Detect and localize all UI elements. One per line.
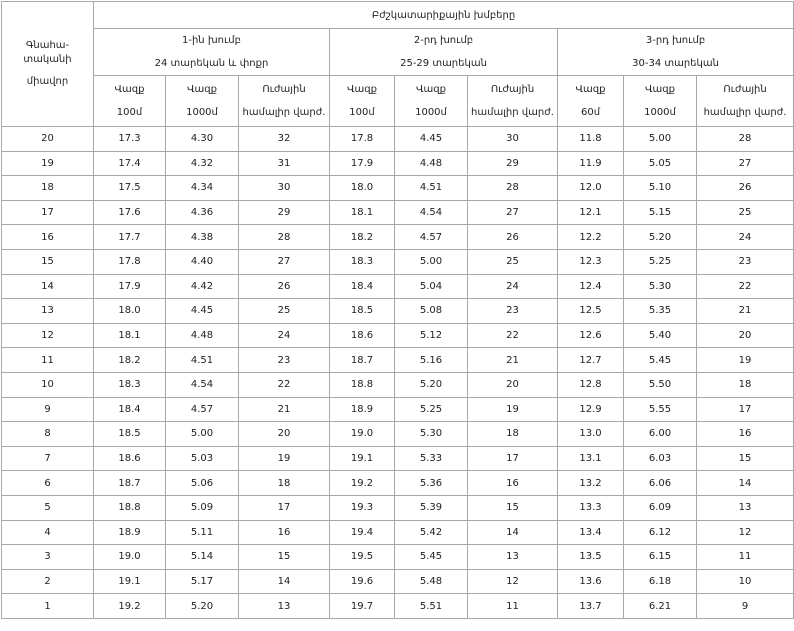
value-cell: 4.45 <box>166 299 239 324</box>
value-cell: 17 <box>468 446 558 471</box>
value-cell: 4.57 <box>395 225 468 250</box>
points-cell: 1 <box>2 594 94 619</box>
value-cell: 15 <box>239 545 330 570</box>
column-header-top: Վազք <box>575 84 606 95</box>
value-cell: 5.25 <box>624 249 697 274</box>
value-cell: 4.48 <box>166 323 239 348</box>
value-cell: 5.51 <box>395 594 468 619</box>
value-cell: 12.2 <box>558 225 624 250</box>
value-cell: 27 <box>468 200 558 225</box>
value-cell: 6.12 <box>624 520 697 545</box>
value-cell: 10 <box>697 569 794 594</box>
value-cell: 24 <box>239 323 330 348</box>
points-cell: 13 <box>2 299 94 324</box>
value-cell: 18.1 <box>94 323 166 348</box>
column-header-bottom: 1000մ <box>186 107 218 118</box>
points-cell: 11 <box>2 348 94 373</box>
value-cell: 21 <box>468 348 558 373</box>
value-cell: 5.25 <box>395 397 468 422</box>
value-cell: 30 <box>468 127 558 152</box>
points-label-line-1: Գնահա- <box>25 40 70 51</box>
group-2-age: 25-29 տարեկան <box>400 58 487 69</box>
value-cell: 9 <box>697 594 794 619</box>
value-cell: 18.9 <box>94 520 166 545</box>
value-cell: 4.54 <box>395 200 468 225</box>
table-row <box>2 127 794 152</box>
value-cell: 5.12 <box>395 323 468 348</box>
value-cell: 12.1 <box>558 200 624 225</box>
value-cell: 5.20 <box>395 372 468 397</box>
value-cell: 5.39 <box>395 495 468 520</box>
value-cell: 17.9 <box>94 274 166 299</box>
column-header-6 <box>468 76 558 127</box>
points-cell: 15 <box>2 249 94 274</box>
value-cell: 27 <box>697 151 794 176</box>
value-cell: 12.3 <box>558 249 624 274</box>
value-cell: 12.5 <box>558 299 624 324</box>
column-header-bottom: համալիր վարժ. <box>242 107 326 118</box>
value-cell: 18.2 <box>94 348 166 373</box>
value-cell: 19.5 <box>330 545 395 570</box>
value-cell: 18.4 <box>330 274 395 299</box>
column-header-bottom: 100մ <box>116 107 143 118</box>
column-header-top: Ուժային <box>490 84 535 95</box>
points-cell: 20 <box>2 127 94 152</box>
value-cell: 29 <box>468 151 558 176</box>
points-cell: 16 <box>2 225 94 250</box>
value-cell: 5.55 <box>624 397 697 422</box>
value-cell: 13.3 <box>558 495 624 520</box>
value-cell: 5.50 <box>624 372 697 397</box>
value-cell: 5.30 <box>624 274 697 299</box>
value-cell: 4.32 <box>166 151 239 176</box>
value-cell: 28 <box>468 176 558 201</box>
value-cell: 29 <box>239 200 330 225</box>
value-cell: 18.8 <box>330 372 395 397</box>
value-cell: 4.36 <box>166 200 239 225</box>
value-cell: 18.3 <box>330 249 395 274</box>
value-cell: 12.7 <box>558 348 624 373</box>
value-cell: 5.45 <box>395 545 468 570</box>
value-cell: 5.36 <box>395 471 468 496</box>
value-cell: 5.05 <box>624 151 697 176</box>
group-3-header <box>558 29 794 76</box>
table-row <box>2 495 794 520</box>
value-cell: 14 <box>697 471 794 496</box>
value-cell: 6.09 <box>624 495 697 520</box>
value-cell: 19 <box>697 348 794 373</box>
value-cell: 21 <box>239 397 330 422</box>
value-cell: 19.1 <box>330 446 395 471</box>
value-cell: 5.06 <box>166 471 239 496</box>
value-cell: 11.8 <box>558 127 624 152</box>
value-cell: 4.57 <box>166 397 239 422</box>
value-cell: 5.08 <box>395 299 468 324</box>
value-cell: 18.3 <box>94 372 166 397</box>
group-2-name: 2-րդ խումբ <box>413 35 474 46</box>
value-cell: 5.16 <box>395 348 468 373</box>
value-cell: 26 <box>468 225 558 250</box>
value-cell: 13.0 <box>558 422 624 447</box>
points-cell: 18 <box>2 176 94 201</box>
value-cell: 5.40 <box>624 323 697 348</box>
value-cell: 4.51 <box>395 176 468 201</box>
value-cell: 19.2 <box>94 594 166 619</box>
points-cell: 6 <box>2 471 94 496</box>
value-cell: 12.8 <box>558 372 624 397</box>
value-cell: 13.1 <box>558 446 624 471</box>
column-header-bottom: համալիր վարժ. <box>703 107 787 118</box>
column-header-3 <box>239 76 330 127</box>
value-cell: 31 <box>239 151 330 176</box>
column-header-row <box>2 76 794 127</box>
points-cell: 12 <box>2 323 94 348</box>
column-header-bottom: համալիր վարժ. <box>471 107 554 118</box>
column-header-bottom: 1000մ <box>415 107 447 118</box>
column-header-8 <box>624 76 697 127</box>
value-cell: 17 <box>239 495 330 520</box>
value-cell: 5.33 <box>395 446 468 471</box>
value-cell: 4.54 <box>166 372 239 397</box>
value-cell: 5.42 <box>395 520 468 545</box>
value-cell: 13 <box>468 545 558 570</box>
group-2-header <box>330 29 558 76</box>
table-row <box>2 569 794 594</box>
points-cell: 4 <box>2 520 94 545</box>
table-row <box>2 249 794 274</box>
table-row <box>2 225 794 250</box>
value-cell: 5.17 <box>166 569 239 594</box>
value-cell: 17.4 <box>94 151 166 176</box>
value-cell: 4.34 <box>166 176 239 201</box>
value-cell: 6.18 <box>624 569 697 594</box>
value-cell: 17.3 <box>94 127 166 152</box>
column-header-4 <box>330 76 395 127</box>
value-cell: 13 <box>239 594 330 619</box>
value-cell: 26 <box>239 274 330 299</box>
points-cell: 2 <box>2 569 94 594</box>
points-label-line-2: տականի <box>23 54 72 65</box>
value-cell: 23 <box>468 299 558 324</box>
value-cell: 13.2 <box>558 471 624 496</box>
value-cell: 24 <box>468 274 558 299</box>
points-label-line-3: միավոր <box>26 76 69 87</box>
value-cell: 13 <box>697 495 794 520</box>
points-cell: 7 <box>2 446 94 471</box>
value-cell: 19 <box>239 446 330 471</box>
value-cell: 20 <box>239 422 330 447</box>
groups-title: Բժշկատարիքային խմբերը <box>94 2 794 29</box>
value-cell: 6.15 <box>624 545 697 570</box>
column-header-7 <box>558 76 624 127</box>
column-header-top: Ուժային <box>262 84 306 95</box>
value-cell: 18.0 <box>330 176 395 201</box>
points-header-cell <box>2 2 94 127</box>
value-cell: 4.48 <box>395 151 468 176</box>
value-cell: 5.03 <box>166 446 239 471</box>
value-cell: 18.7 <box>94 471 166 496</box>
value-cell: 18.5 <box>330 299 395 324</box>
value-cell: 17.8 <box>330 127 395 152</box>
column-header-top: Վազք <box>416 84 446 95</box>
value-cell: 20 <box>697 323 794 348</box>
value-cell: 22 <box>239 372 330 397</box>
value-cell: 19.4 <box>330 520 395 545</box>
value-cell: 12.9 <box>558 397 624 422</box>
points-cell: 9 <box>2 397 94 422</box>
value-cell: 6.00 <box>624 422 697 447</box>
value-cell: 5.10 <box>624 176 697 201</box>
value-cell: 4.40 <box>166 249 239 274</box>
value-cell: 26 <box>697 176 794 201</box>
value-cell: 23 <box>697 249 794 274</box>
value-cell: 5.15 <box>624 200 697 225</box>
value-cell: 25 <box>239 299 330 324</box>
value-cell: 22 <box>468 323 558 348</box>
value-cell: 11.9 <box>558 151 624 176</box>
value-cell: 4.38 <box>166 225 239 250</box>
column-header-9 <box>697 76 794 127</box>
value-cell: 20 <box>468 372 558 397</box>
group-1-age: 24 տարեկան և փոքր <box>154 58 269 69</box>
column-header-top: Վազք <box>645 84 675 95</box>
value-cell: 28 <box>697 127 794 152</box>
value-cell: 5.00 <box>624 127 697 152</box>
value-cell: 13.6 <box>558 569 624 594</box>
value-cell: 5.48 <box>395 569 468 594</box>
column-header-bottom: 1000մ <box>644 107 676 118</box>
value-cell: 19.2 <box>330 471 395 496</box>
value-cell: 18.8 <box>94 495 166 520</box>
column-header-1 <box>94 76 166 127</box>
group-1-header <box>94 29 330 76</box>
table-row <box>2 397 794 422</box>
value-cell: 13.4 <box>558 520 624 545</box>
value-cell: 4.30 <box>166 127 239 152</box>
table-row <box>2 471 794 496</box>
table-row <box>2 545 794 570</box>
column-header-5 <box>395 76 468 127</box>
value-cell: 12.0 <box>558 176 624 201</box>
value-cell: 23 <box>239 348 330 373</box>
value-cell: 12 <box>697 520 794 545</box>
value-cell: 11 <box>697 545 794 570</box>
value-cell: 18.1 <box>330 200 395 225</box>
points-cell: 8 <box>2 422 94 447</box>
points-cell: 3 <box>2 545 94 570</box>
value-cell: 6.03 <box>624 446 697 471</box>
table-row <box>2 176 794 201</box>
value-cell: 18.6 <box>94 446 166 471</box>
table-row <box>2 520 794 545</box>
value-cell: 22 <box>697 274 794 299</box>
fitness-standards-table <box>1 1 794 619</box>
value-cell: 17.9 <box>330 151 395 176</box>
value-cell: 6.21 <box>624 594 697 619</box>
value-cell: 17.6 <box>94 200 166 225</box>
value-cell: 19.1 <box>94 569 166 594</box>
value-cell: 18.7 <box>330 348 395 373</box>
points-cell: 19 <box>2 151 94 176</box>
points-cell: 14 <box>2 274 94 299</box>
value-cell: 5.04 <box>395 274 468 299</box>
value-cell: 5.09 <box>166 495 239 520</box>
column-header-2 <box>166 76 239 127</box>
value-cell: 28 <box>239 225 330 250</box>
value-cell: 25 <box>468 249 558 274</box>
value-cell: 18.4 <box>94 397 166 422</box>
value-cell: 13.7 <box>558 594 624 619</box>
value-cell: 5.30 <box>395 422 468 447</box>
value-cell: 4.45 <box>395 127 468 152</box>
column-header-bottom: 100մ <box>349 107 375 118</box>
value-cell: 17 <box>697 397 794 422</box>
value-cell: 5.00 <box>166 422 239 447</box>
group-3-age: 30-34 տարեկան <box>632 58 719 69</box>
value-cell: 18.9 <box>330 397 395 422</box>
value-cell: 17.7 <box>94 225 166 250</box>
value-cell: 16 <box>468 471 558 496</box>
value-cell: 19 <box>468 397 558 422</box>
value-cell: 5.20 <box>166 594 239 619</box>
value-cell: 24 <box>697 225 794 250</box>
value-cell: 12.4 <box>558 274 624 299</box>
table-row <box>2 422 794 447</box>
value-cell: 19.3 <box>330 495 395 520</box>
value-cell: 15 <box>468 495 558 520</box>
value-cell: 14 <box>468 520 558 545</box>
value-cell: 11 <box>468 594 558 619</box>
value-cell: 19.0 <box>94 545 166 570</box>
group-3-name: 3-րդ խումբ <box>645 35 706 46</box>
group-1-name: 1-ին խումբ <box>182 35 241 46</box>
value-cell: 4.51 <box>166 348 239 373</box>
value-cell: 25 <box>697 200 794 225</box>
value-cell: 18 <box>468 422 558 447</box>
value-cell: 30 <box>239 176 330 201</box>
value-cell: 32 <box>239 127 330 152</box>
column-header-top: Վազք <box>187 84 217 95</box>
value-cell: 18.0 <box>94 299 166 324</box>
value-cell: 13.5 <box>558 545 624 570</box>
value-cell: 19.0 <box>330 422 395 447</box>
value-cell: 17.5 <box>94 176 166 201</box>
table-row <box>2 299 794 324</box>
table-row <box>2 372 794 397</box>
column-header-top: Ուժային <box>723 84 767 95</box>
table-row <box>2 446 794 471</box>
table-row <box>2 200 794 225</box>
value-cell: 18.5 <box>94 422 166 447</box>
column-header-bottom: 60մ <box>580 107 601 118</box>
value-cell: 5.11 <box>166 520 239 545</box>
table-header <box>2 2 794 127</box>
value-cell: 5.35 <box>624 299 697 324</box>
points-cell: 17 <box>2 200 94 225</box>
table-body <box>2 127 794 619</box>
value-cell: 16 <box>697 422 794 447</box>
table-row <box>2 348 794 373</box>
value-cell: 5.20 <box>624 225 697 250</box>
points-cell: 5 <box>2 495 94 520</box>
value-cell: 18.2 <box>330 225 395 250</box>
value-cell: 21 <box>697 299 794 324</box>
value-cell: 19.6 <box>330 569 395 594</box>
value-cell: 18 <box>697 372 794 397</box>
value-cell: 15 <box>697 446 794 471</box>
value-cell: 4.42 <box>166 274 239 299</box>
value-cell: 14 <box>239 569 330 594</box>
value-cell: 5.45 <box>624 348 697 373</box>
value-cell: 12 <box>468 569 558 594</box>
table-row <box>2 151 794 176</box>
points-cell: 10 <box>2 372 94 397</box>
table-row <box>2 274 794 299</box>
column-header-top: Վազք <box>114 84 145 95</box>
value-cell: 19.7 <box>330 594 395 619</box>
value-cell: 18.6 <box>330 323 395 348</box>
table-row <box>2 594 794 619</box>
value-cell: 5.14 <box>166 545 239 570</box>
column-header-top: Վազք <box>347 84 377 95</box>
value-cell: 12.6 <box>558 323 624 348</box>
table-row <box>2 323 794 348</box>
value-cell: 27 <box>239 249 330 274</box>
value-cell: 5.00 <box>395 249 468 274</box>
value-cell: 6.06 <box>624 471 697 496</box>
value-cell: 16 <box>239 520 330 545</box>
value-cell: 18 <box>239 471 330 496</box>
value-cell: 17.8 <box>94 249 166 274</box>
